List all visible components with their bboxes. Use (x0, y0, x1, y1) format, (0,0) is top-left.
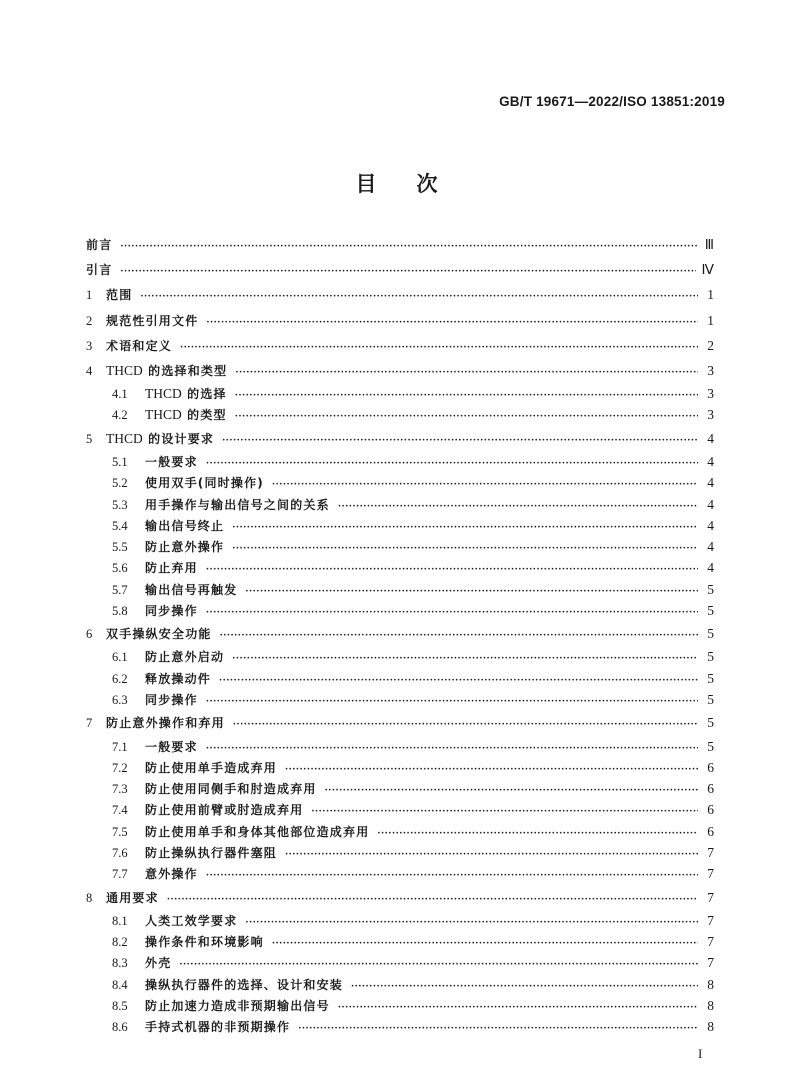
toc-entry-page: 4 (707, 539, 714, 555)
toc-entry-title: THCD 的选择 (145, 386, 227, 402)
toc-entry-page: Ⅲ (704, 237, 714, 252)
toc-entry-title: 防止使用同侧手和肘造成弃用 (145, 782, 317, 797)
toc-entry-number: 6.3 (112, 693, 128, 708)
toc-entry[interactable] (86, 689, 714, 710)
toc-entry[interactable] (86, 358, 714, 383)
toc-entry-title: 防止意外启动 (145, 650, 225, 665)
toc-entry-title: 防止使用单手和身体其他部位造成弃用 (145, 824, 370, 839)
toc-entry-number: 6.2 (112, 671, 128, 686)
toc-entry-title: 操作条件和环境影响 (145, 935, 264, 950)
toc-entry-number: 6 (86, 627, 93, 642)
toc-entry-title: 一般要求 (145, 454, 198, 469)
toc-entry[interactable] (86, 710, 714, 735)
toc-entry-page: 5 (707, 649, 714, 665)
toc-entry-page: 3 (707, 362, 714, 378)
toc-entry-title: THCD 的设计要求 (106, 430, 215, 446)
toc-entry-title: 外壳 (145, 956, 172, 971)
toc-entry-title: THCD 的选择和类型 (106, 362, 228, 378)
toc-entry-page: 7 (707, 866, 714, 882)
toc-entry-page: 5 (707, 670, 714, 686)
toc-entry-number: 8 (86, 890, 93, 905)
toc-entry-number: 8.3 (112, 956, 128, 971)
toc-entry-number: 7.3 (112, 782, 128, 797)
toc-entry[interactable] (86, 308, 714, 333)
toc-entry-title: 引言 (86, 263, 113, 278)
toc-entry-page: 7 (707, 934, 714, 950)
toc-entry-title: 通用要求 (106, 890, 159, 905)
toc-entry-number: 7.5 (112, 824, 128, 839)
toc-entry-number: 8.1 (112, 913, 128, 928)
toc-entry-page: 4 (707, 453, 714, 469)
toc-entry-number: 3 (86, 338, 93, 353)
toc-entry-title: 人类工效学要求 (145, 913, 238, 928)
toc-entry-number: 7 (86, 716, 93, 731)
toc-entry-title: 术语和定义 (106, 338, 173, 353)
toc-entry[interactable] (86, 472, 714, 493)
toc-entry[interactable] (86, 282, 714, 307)
toc-entry[interactable] (86, 536, 714, 557)
toc-entry-number: 4.1 (112, 387, 128, 402)
toc-entry-title: 前言 (86, 238, 113, 252)
toc-entry-page: 4 (707, 496, 714, 512)
toc-entry[interactable] (86, 668, 714, 689)
toc-entry-title: 防止弃用 (145, 561, 198, 576)
toc-entry[interactable] (86, 757, 714, 778)
toc-entry-title: 防止使用单手造成弃用 (145, 760, 278, 775)
toc-entry-page: 4 (707, 430, 714, 446)
toc-entry-page: 6 (707, 823, 714, 839)
toc-entry-page: 7 (707, 845, 714, 861)
toc-entry-page: 5 (707, 602, 714, 618)
table-of-contents (86, 232, 714, 1038)
toc-entry-title: 同步操作 (145, 603, 198, 618)
toc-entry[interactable] (86, 885, 714, 910)
dot-leader (298, 1019, 698, 1040)
toc-entry-page: 7 (707, 889, 714, 905)
toc-entry-number: 7.2 (112, 760, 128, 775)
toc-entry-page: 4 (707, 560, 714, 576)
toc-entry-number: 5.2 (112, 476, 128, 491)
toc-entry-page: 6 (707, 759, 714, 775)
toc-entry-number: 7.7 (112, 867, 128, 882)
toc-entry-number: 7.4 (112, 803, 128, 818)
toc-entry-page: 5 (707, 626, 714, 642)
toc-entry-page: 4 (707, 475, 714, 491)
toc-entry[interactable] (86, 974, 714, 995)
toc-entry-number: 6.1 (112, 650, 128, 665)
toc-entry-page: 6 (707, 781, 714, 797)
toc-entry[interactable] (86, 383, 714, 404)
toc-entry-title: 手持式机器的非预期操作 (145, 1020, 291, 1035)
toc-entry-title: 防止使用前臂或肘造成弃用 (145, 803, 304, 818)
toc-entry[interactable] (86, 579, 714, 600)
toc-entry-number: 2 (86, 313, 93, 328)
toc-entry-number: 7.1 (112, 739, 128, 754)
toc-entry-number: 7.6 (112, 846, 128, 861)
toc-entry-title: 操纵执行器件的选择、设计和安装 (145, 977, 344, 992)
page-title: 目次 (355, 172, 478, 196)
toc-entry-number: 8.5 (112, 999, 128, 1013)
toc-entry-number: 4.2 (112, 408, 128, 423)
toc-entry-number: 5.1 (112, 454, 128, 469)
toc-entry-page: 4 (707, 517, 714, 533)
toc-entry-title: 防止操纵执行器件塞阻 (145, 846, 278, 861)
toc-entry[interactable] (86, 736, 714, 757)
toc-entry-title: 双手操纵安全功能 (106, 627, 212, 642)
toc-entry-page: 8 (707, 1019, 714, 1035)
toc-entry-page: Ⅳ (701, 262, 714, 278)
toc-entry[interactable] (86, 621, 714, 646)
toc-entry[interactable] (86, 931, 714, 952)
toc-entry-page: 6 (707, 802, 714, 818)
toc-entry[interactable] (86, 600, 714, 621)
toc-entry-title: 意外操作 (145, 867, 198, 882)
toc-entry-page: 5 (707, 715, 714, 731)
toc-entry-title: 范围 (106, 288, 133, 303)
toc-entry-page: 1 (707, 312, 714, 328)
toc-entry-title: 用手操作与输出信号之间的关系 (145, 497, 330, 512)
toc-entry[interactable] (86, 257, 714, 282)
toc-entry-page: 8 (707, 998, 714, 1013)
toc-entry[interactable] (86, 333, 714, 358)
toc-entry-number: 5.6 (112, 561, 128, 576)
toc-entry[interactable] (86, 863, 714, 884)
toc-entry[interactable] (86, 952, 714, 973)
toc-entry-page: 2 (707, 337, 714, 353)
page-folio: I (698, 1046, 703, 1061)
toc-entry-title: 规范性引用文件 (106, 313, 199, 328)
toc-entry-title: THCD 的类型 (145, 407, 227, 423)
toc-entry-page: 5 (707, 581, 714, 597)
toc-entry-page: 5 (707, 738, 714, 754)
toc-entry-number: 5.3 (112, 497, 128, 512)
toc-entry-page: 5 (707, 692, 714, 708)
standard-code-header: GB/T 19671—2022/ISO 13851:2019 (499, 94, 725, 109)
toc-entry[interactable] (86, 232, 714, 257)
toc-entry[interactable] (86, 995, 714, 1016)
toc-entry-title: 防止意外操作 (145, 540, 225, 555)
toc-entry-title: 使用双手(同时操作) (145, 476, 264, 491)
toc-entry-page: 7 (707, 912, 714, 928)
toc-entry-number: 5.4 (112, 518, 128, 533)
toc-entry[interactable] (86, 557, 714, 578)
toc-entry[interactable] (86, 515, 714, 536)
toc-entry-title: 输出信号终止 (145, 518, 225, 533)
toc-entry[interactable] (86, 426, 714, 451)
toc-entry-number: 5.5 (112, 540, 128, 555)
toc-entry[interactable] (86, 404, 714, 425)
toc-entry[interactable] (86, 821, 714, 842)
toc-entry-page: 1 (707, 287, 714, 303)
toc-entry-title: 防止意外操作和弃用 (106, 716, 225, 731)
toc-entry-number: 8.4 (112, 977, 128, 992)
toc-entry-number: 1 (86, 288, 93, 303)
toc-entry-number: 5.8 (112, 603, 128, 618)
toc-entry-title: 一般要求 (145, 739, 198, 754)
toc-entry-title: 同步操作 (145, 693, 198, 708)
toc-entry[interactable] (86, 1016, 714, 1037)
toc-entry[interactable] (86, 910, 714, 931)
toc-entry-title: 防止加速力造成非预期输出信号 (145, 999, 330, 1013)
toc-entry[interactable] (86, 494, 714, 515)
toc-entry-page: 3 (707, 386, 714, 402)
toc-entry-title: 输出信号再触发 (145, 582, 238, 597)
toc-entry-page: 3 (707, 407, 714, 423)
toc-entry[interactable] (86, 778, 714, 799)
toc-entry-number: 8.2 (112, 935, 128, 950)
toc-entry-number: 4 (86, 363, 93, 378)
toc-entry-title: 释放操动件 (145, 671, 212, 686)
toc-entry-page: 7 (707, 955, 714, 971)
toc-entry[interactable] (86, 646, 714, 667)
toc-entry[interactable] (86, 799, 714, 820)
toc-entry-number: 5.7 (112, 582, 128, 597)
toc-entry[interactable] (86, 451, 714, 472)
toc-entry-page: 8 (707, 976, 714, 992)
toc-entry[interactable] (86, 842, 714, 863)
toc-entry-number: 5 (86, 431, 93, 446)
toc-entry-number: 8.6 (112, 1020, 128, 1035)
